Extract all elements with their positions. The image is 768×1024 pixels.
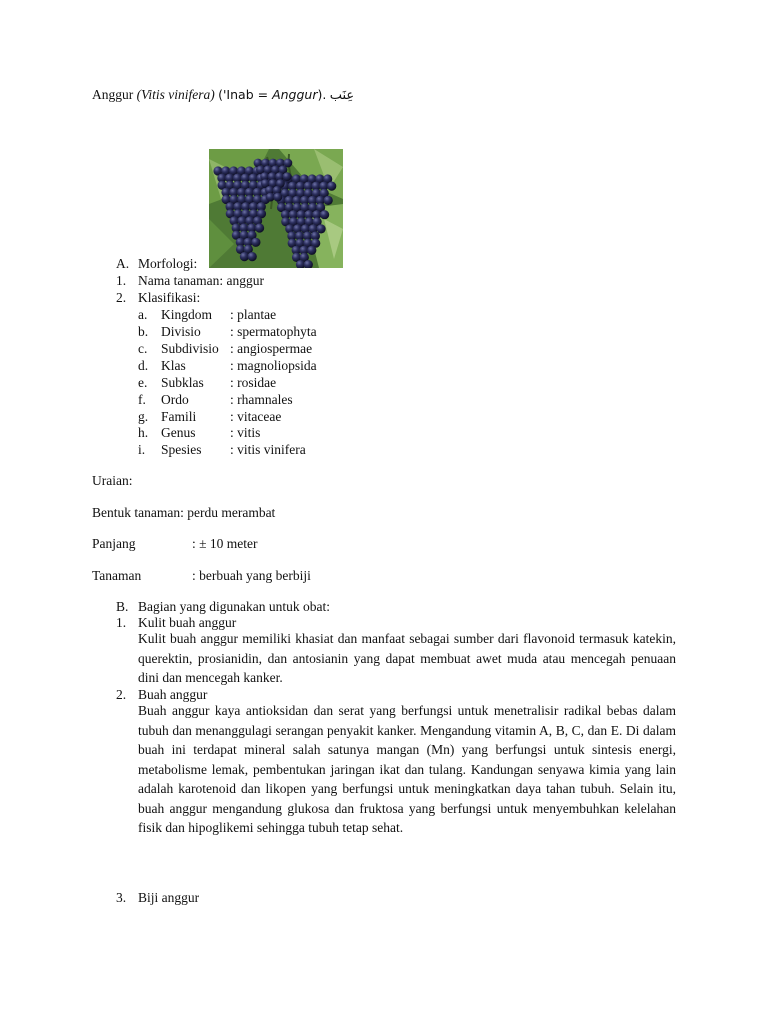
row-rank: Ordo	[161, 392, 189, 407]
part-heading: Buah anggur	[138, 687, 208, 702]
document-title	[92, 86, 354, 104]
row-marker: e.	[138, 375, 148, 390]
item-text: Nama tanaman: anggur	[138, 273, 264, 288]
row-value: : angiospermae	[230, 341, 313, 356]
row-marker: g.	[138, 409, 149, 424]
item-marker: 2.	[116, 290, 127, 305]
part-heading: Biji anggur	[138, 890, 200, 905]
row-marker: i.	[138, 442, 146, 457]
tanaman-label: Tanaman	[92, 568, 142, 583]
row-rank: Klas	[161, 358, 186, 373]
row-marker: h.	[138, 425, 149, 440]
row-rank: Subklas	[161, 375, 204, 390]
title-equals: =	[253, 87, 273, 102]
row-value: : magnoliopsida	[230, 358, 317, 373]
title-close: ).	[317, 87, 327, 102]
title-open-paren: (	[218, 87, 223, 102]
row-value: : vitis vinifera	[230, 442, 306, 457]
part-body-buah: Buah anggur kaya antioksidan dan serat yang berfungsi untuk menetralisir radikal bebas dalam tubuh dan menanggulagi serangan penyakit kanker. Mengandung vitamin A, B, C, dan E. Di dalam buah ini terdapat mineral salah satunya mangan (Mn) yang berfungsi untuk sintesis energi, metabolisme lemak, pembentukan jaringan ikat dan tulang. Kandungan senyawa kimia yang lain adalah karotenoid dan likopen yang berfungsi untuk meningkatkan daya tahan tubuh. Selain itu, buah anggur mengandung glukosa dan fruktosa yang berfungsi untuk menyembuhkan kelelahan fisik dan hipoglikemi sehingga tubuh tetap sehat.	[138, 703, 676, 835]
grape-cluster-photo	[209, 149, 343, 268]
row-rank: Kingdom	[161, 307, 213, 322]
row-value: : vitis	[230, 425, 261, 440]
row-marker: c.	[138, 341, 148, 356]
part-body-kulit: Kulit buah anggur memiliki khasiat dan manfaat sebagai sumber dari flavonoid termasuk katekin, querektin, prosianidin, dan antosianin yang dapat membuat awet muda atau mencegah penuaan dini dan mencegah kanker.	[138, 631, 676, 685]
section-b-marker: B.	[116, 599, 129, 614]
row-rank: Famili	[161, 409, 197, 424]
title-transliteration: 'Inab	[223, 87, 254, 102]
title-italic-name: Anggur	[272, 87, 318, 102]
panjang-value: : ± 10 meter	[192, 536, 258, 551]
uraian-label: Uraian:	[92, 473, 133, 488]
section-b-label: Bagian yang digunakan untuk obat:	[138, 599, 330, 614]
bentuk-tanaman: Bentuk tanaman: perdu merambat	[92, 505, 276, 520]
row-marker: d.	[138, 358, 149, 373]
row-rank: Subdivisio	[161, 341, 219, 356]
part-heading: Kulit buah anggur	[138, 615, 237, 630]
title-arabic: عِنَب	[329, 88, 355, 103]
row-marker: a.	[138, 307, 148, 322]
section-a-label: Morfologi:	[138, 256, 198, 271]
row-value: : plantae	[230, 307, 277, 322]
row-value: : rosidae	[230, 375, 277, 390]
panjang-label: Panjang	[92, 536, 136, 551]
row-marker: b.	[138, 324, 149, 339]
item-marker: 1.	[116, 273, 127, 288]
row-rank: Divisio	[161, 324, 201, 339]
title-name: Anggur	[92, 87, 134, 102]
row-rank: Spesies	[161, 442, 202, 457]
part-marker: 1.	[116, 615, 127, 630]
row-value: : spermatophyta	[230, 324, 317, 339]
row-rank: Genus	[161, 425, 196, 440]
item-text: Klasifikasi:	[138, 290, 201, 305]
tanaman-value: : berbuah yang berbiji	[192, 568, 311, 583]
row-value: : rhamnales	[230, 392, 293, 407]
part-marker: 2.	[116, 687, 127, 702]
section-a-marker: A.	[116, 256, 130, 271]
row-value: : vitaceae	[230, 409, 282, 424]
title-latin: (Vitis vinifera)	[136, 87, 215, 102]
row-marker: f.	[138, 392, 146, 407]
part-marker: 3.	[116, 890, 127, 905]
